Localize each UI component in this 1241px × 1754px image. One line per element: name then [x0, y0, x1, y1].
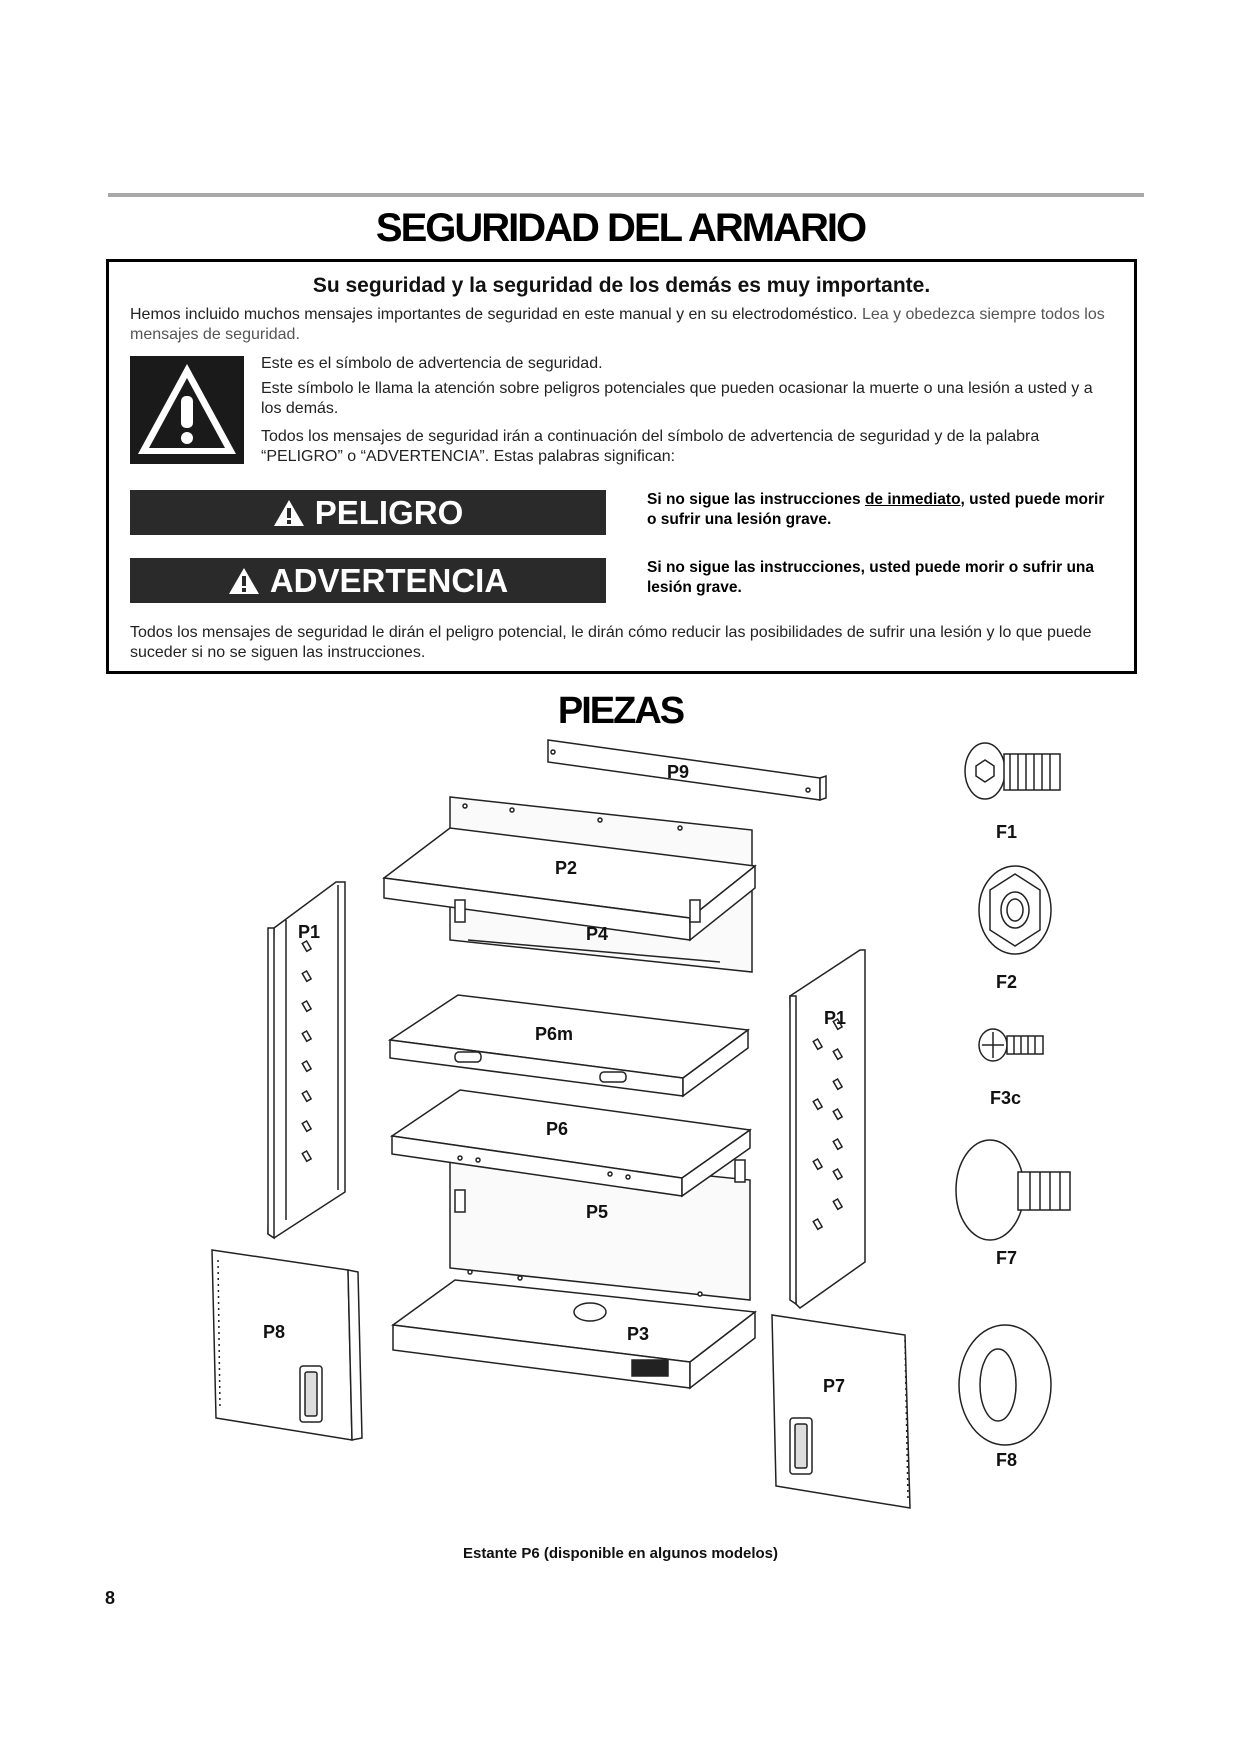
- bolt-f7-icon: [956, 1140, 1070, 1240]
- label-p6m: P6m: [535, 1024, 574, 1044]
- label-f3c: F3c: [990, 1088, 1022, 1108]
- label-p9: P9: [667, 762, 690, 782]
- pieces-title: PIEZAS: [557, 690, 684, 732]
- label-p7: P7: [823, 1376, 846, 1396]
- washer-f8-icon: [959, 1325, 1051, 1445]
- danger-label: PELIGRO: [314, 493, 464, 531]
- danger-desc-b: , usted puede morir o sufrir una lesión grave.: [647, 491, 1105, 528]
- page-number: 8: [105, 1588, 116, 1608]
- label-f7: F7: [996, 1248, 1018, 1268]
- nut-f2-icon: [979, 866, 1051, 954]
- safety-footer: Todos los mensajes de seguridad le dirán el peligro potencial, le dirán cómo reducir las posibilidades de sufrir una lesión y lo que puede suceder si no se siguen las instrucciones.: [130, 624, 1092, 661]
- danger-desc-a: Si no sigue las instrucciones: [647, 491, 865, 508]
- label-f2: F2: [996, 972, 1018, 992]
- page-title: SEGURIDAD DEL ARMARIO: [375, 206, 866, 250]
- safety-heading: Su seguridad y la seguridad de los demás es muy importante.: [312, 274, 931, 297]
- symbol-text-3: Todos los mensajes de seguridad irán a continuación del símbolo de advertencia de seguridad y de la palabra “PELIGRO” o “ADVERTENCIA”. Estas palabras significan:: [261, 428, 1040, 465]
- part-p6m: [390, 995, 748, 1096]
- label-p3: P3: [627, 1324, 650, 1344]
- symbol-text-2: Este símbolo le llama la atención sobre peligros potenciales que pueden ocasionar la muerte o una lesión a usted y a los demás.: [261, 380, 1093, 417]
- screw-f1-icon: [965, 743, 1060, 799]
- part-p6: [392, 1090, 750, 1196]
- safety-intro-b: Lea y obedezca siempre todos los mensajes de seguridad.: [130, 306, 1105, 343]
- label-f8: F8: [996, 1450, 1018, 1470]
- label-p1-left: P1: [298, 922, 321, 942]
- label-p5: P5: [586, 1202, 609, 1222]
- screw-f3c-icon: [979, 1029, 1043, 1061]
- label-p8: P8: [263, 1322, 286, 1342]
- label-p6: P6: [546, 1119, 569, 1139]
- label-p2: P2: [555, 858, 578, 878]
- part-p8: [212, 1250, 362, 1440]
- symbol-text-1: Este es el símbolo de advertencia de seguridad.: [261, 355, 603, 372]
- diagram-caption: Estante P6 (disponible en algunos modelos): [462, 1545, 779, 1562]
- danger-desc-underlined: de inmediato: [864, 491, 961, 508]
- part-p7: [772, 1315, 910, 1508]
- warning-label: ADVERTENCIA: [269, 561, 509, 599]
- warning-description: Si no sigue las instrucciones, usted puede morir o sufrir una lesión grave.: [647, 559, 1095, 596]
- label-p1-right: P1: [824, 1008, 847, 1028]
- part-p1-right: [790, 950, 865, 1308]
- label-p4: P4: [586, 924, 609, 944]
- label-f1: F1: [996, 822, 1018, 842]
- safety-intro-a: Hemos incluido muchos mensajes importantes de seguridad en este manual y en su electrodoméstico.: [130, 306, 862, 323]
